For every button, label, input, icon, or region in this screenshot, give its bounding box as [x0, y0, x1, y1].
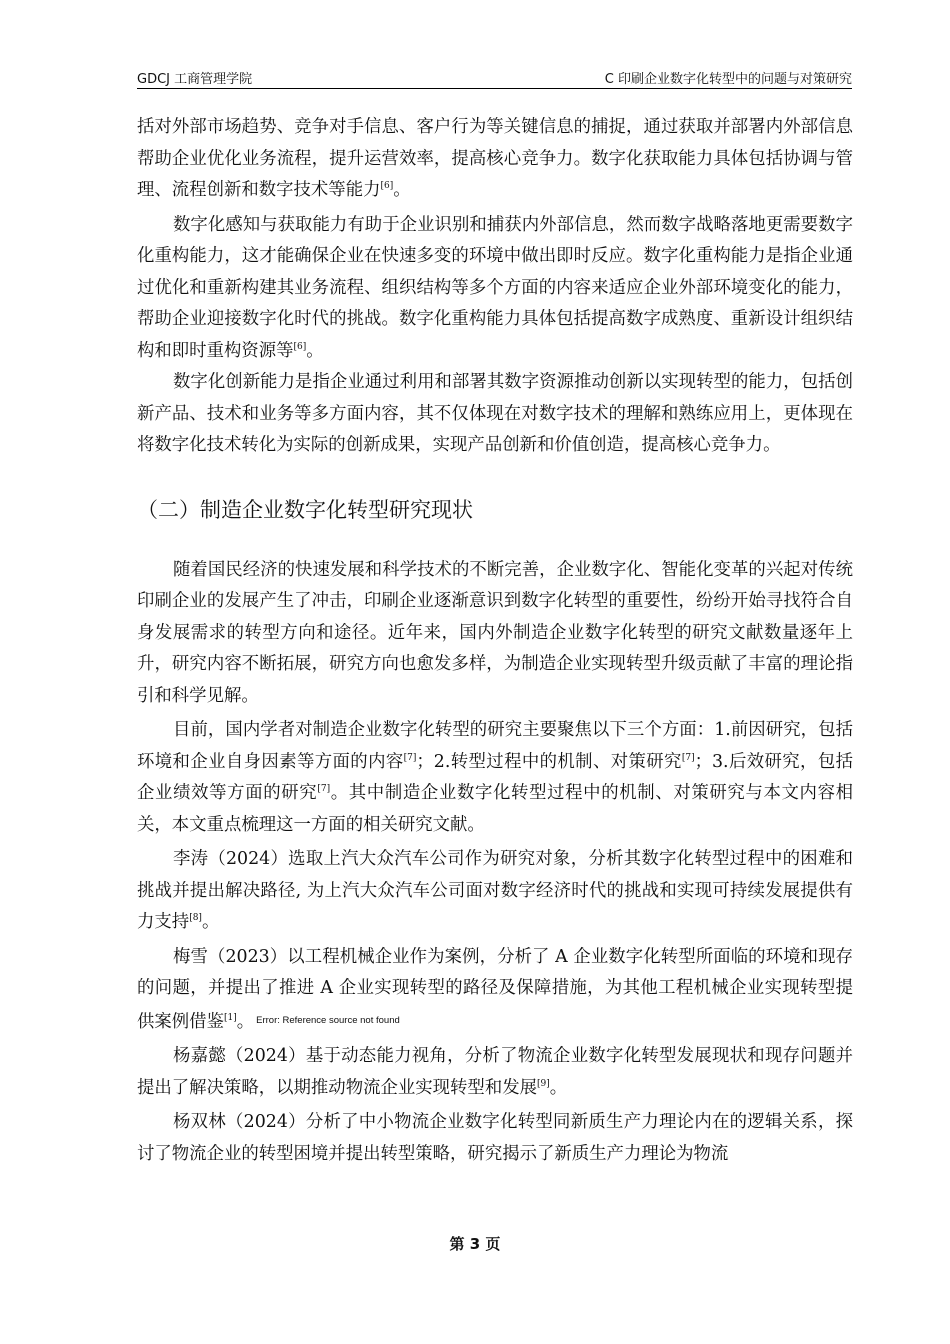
- paragraph-mei-xue: 梅雪（2023）以工程机械企业作为案例，分析了 A 企业数字化转型所面临的环境和现存的问题，并提出了推进 A 企业实现转型的路径及保障措施，为其他工程机械企业实现转型提供案例借鉴[1]。 $^{Error: Reference source not found}$: [137, 946, 853, 1032]
- paragraph-yang-jiayi: 杨嘉懿（2024）基于动态能力视角，分析了物流企业数字化转型发展现状和现存问题并提出了解决策略，以期推动物流企业实现转型和发展[9]。: [137, 1046, 853, 1098]
- citation: [6]: [380, 181, 394, 191]
- paragraph-acquisition-capability: 括对外部市场趋势、竞争对手信息、客户行为等关键信息的捕捉，通过获取并部署内外部信息帮助企业优化业务流程，提升运营效率，提高核心竞争力。数字化获取能力具体包括协调与管理、流程创新和数字技术等能力[6]。: [137, 117, 853, 200]
- citation: [9]: [537, 1078, 550, 1089]
- page-body: [137, 112, 853, 1170]
- header-school: GDCJ 工商管理学院: [137, 72, 253, 87]
- header-thesis-title: C 印刷企业数字化转型中的问题与对策研究: [604, 72, 852, 87]
- page-header: [137, 66, 852, 89]
- paragraph-research-focus: 目前，国内学者对制造企业数字化转型的研究主要聚焦以下三个方面：1.前因研究，包括环境和企业自身因素等方面的内容[7]；2.转型过程中的机制、对策研究[7]；3.后效研究，包括企业绩效等方面的研究[7]。其中制造企业数字化转型过程中的机制、对策研究与本文内容相关，本文重点梳理这一方面的相关研究文献。: [137, 720, 853, 835]
- page-number: 第 3 页: [449, 1235, 501, 1253]
- citation: [6]: [293, 341, 307, 352]
- citation: [7]: [681, 752, 695, 763]
- citation: [8]: [189, 913, 202, 923]
- reference-error-text: Error: Reference source not found: [256, 1014, 400, 1026]
- section-heading: （二）制造企业数字化转型研究现状: [137, 497, 473, 522]
- citation: [7]: [403, 752, 417, 763]
- paragraph-background: 随着国民经济的快速发展和科学技术的不断完善，企业数字化、智能化变革的兴起对传统印刷企业的发展产生了冲击，印刷企业逐渐意识到数字化转型的重要性，纷纷开始寻找符合自身发展需求的转型方向和途径。近年来，国内外制造企业数字化转型的研究文献数量逐年上升，研究内容不断拓展，研究方向也愈发多样，为制造企业实现转型升级贡献了丰富的理论指引和科学见解。: [137, 559, 853, 706]
- citation: [1]: [223, 1012, 237, 1023]
- paragraph-yang-shuanglin: 杨双林（2024）分析了中小物流企业数字化转型同新质生产力理论内在的逻辑关系，探讨了物流企业的转型困境并提出转型策略，研究揭示了新质生产力理论为物流: [137, 1112, 853, 1164]
- paragraph-li-tao: 李涛（2024）选取上汽大众汽车公司作为研究对象，分析其数字化转型过程中的困难和挑战并提出解决路径, 为上汽大众汽车公司面对数字经济时代的挑战和实现可持续发展提供有力支持[8]。: [137, 849, 853, 932]
- paragraph-restructuring-capability: 数字化感知与获取能力有助于企业识别和捕获内外部信息，然而数字战略落地更需要数字化重构能力，这才能确保企业在快速多变的环境中做出即时反应。数字化重构能力是指企业通过优化和重新构建其业务流程、组织结构等多个方面的内容来适应企业外部环境变化的能力，帮助企业迎接数字化时代的挑战。数字化重构能力具体包括提高数字成熟度、重新设计组织结构和即时重构资源等[6]。: [137, 214, 853, 361]
- citation: [7]: [317, 784, 331, 794]
- paragraph-innovation-capability: 数字化创新能力是指企业通过利用和部署其数字资源推动创新以实现转型的能力，包括创新产品、技术和业务等多方面内容，其不仅体现在对数字技术的理解和熟练应用上，更体现在将数字化技术转化为实际的创新成果，实现产品创新和价值创造，提高核心竞争力。: [137, 372, 853, 455]
